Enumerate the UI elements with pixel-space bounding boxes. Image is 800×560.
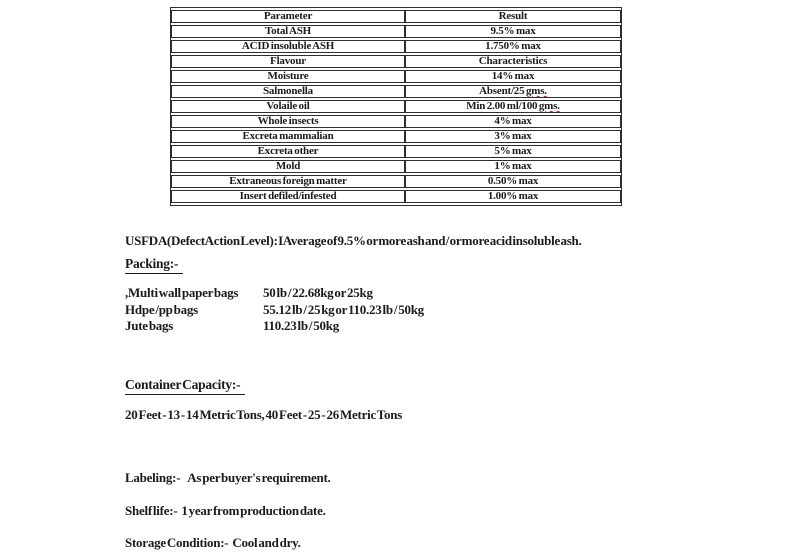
param-cell: ACID insoluble ASH — [171, 40, 405, 53]
labeling-label: Labeling:- — [125, 470, 181, 485]
result-cell — [405, 85, 621, 98]
result-cell: 9.5% max — [405, 25, 621, 38]
table-row — [171, 115, 621, 128]
container-capacity-heading — [125, 377, 245, 395]
packing-label-text: Multi wall paper bags — [128, 285, 239, 300]
result-cell: Characteristics — [405, 55, 621, 68]
labeling-line — [125, 470, 331, 486]
packing-item-label: Hdpe /pp bags — [125, 301, 198, 317]
table-row — [171, 190, 621, 203]
result-cell: 1.00% max — [405, 190, 621, 203]
param-cell: Whole insects — [171, 115, 405, 128]
result-text: Min 2.00 ml/100 — [466, 100, 539, 112]
param-cell: Mold — [171, 160, 405, 173]
packing-list — [125, 285, 424, 335]
table-header-row — [171, 10, 621, 23]
table-row — [171, 130, 621, 143]
shelf-life-value: 1 year from production date. — [181, 503, 326, 518]
column-header-parameter: Parameter — [171, 10, 405, 23]
table-row — [171, 25, 621, 38]
column-header-result: Result — [405, 10, 621, 23]
table-row — [171, 160, 621, 173]
param-cell: Salmonella — [171, 85, 405, 98]
packing-item-label: Jute bags — [125, 318, 174, 333]
param-cell: Total ASH — [171, 25, 405, 38]
param-cell: Volaile oil — [171, 100, 405, 113]
packing-item — [125, 302, 424, 319]
result-cell: 4% max — [405, 115, 621, 128]
table-row — [171, 85, 621, 98]
param-cell: Flavour — [171, 55, 405, 68]
param-cell: Insert defiled/infested — [171, 190, 405, 203]
spec-table — [170, 7, 622, 206]
param-cell: Extraneous foreign matter — [171, 175, 405, 188]
container-capacity-detail: 20 Feet - 13 - 14 Metric Tons, 40 Feet - 25 - 26 Metric Tons — [125, 407, 403, 422]
result-cell: 1% max — [405, 160, 621, 173]
packing-heading-text: Packing:- — [125, 256, 183, 274]
packing-item — [125, 318, 424, 335]
stray-mark: , — [125, 285, 128, 300]
result-text-misspelled: gms. — [525, 85, 547, 97]
table-row — [171, 100, 621, 113]
result-cell — [405, 100, 621, 113]
result-cell: 5% max — [405, 145, 621, 158]
table-row — [171, 70, 621, 83]
result-text-misspelled: gms. — [538, 100, 560, 112]
packing-heading — [125, 256, 183, 274]
table-row — [171, 175, 621, 188]
param-cell: Excreta other — [171, 145, 405, 158]
container-capacity-heading-text: Container Capacity:- — [125, 377, 245, 395]
shelf-life-label: Shelf life:- — [125, 503, 178, 518]
packing-item-value: 50 lb / 22.68kg or 25kg — [263, 285, 373, 300]
param-cell: Excreta mammalian — [171, 130, 405, 143]
result-text: Absent/25 — [479, 85, 526, 97]
packing-item — [125, 285, 424, 302]
labeling-value: As per buyer's requirement. — [187, 470, 331, 485]
table-row — [171, 55, 621, 68]
param-cell: Moisture — [171, 70, 405, 83]
storage-condition-line — [125, 535, 301, 551]
result-cell: 3% max — [405, 130, 621, 143]
usfda-note: USFDA (Defect Action Level): I Average of 9.5% or more ash and / or more acid insoluble ash. — [125, 233, 582, 248]
storage-condition-label: Storage Condition:- — [125, 535, 229, 550]
result-cell: 14% max — [405, 70, 621, 83]
result-cell: 0.50% max — [405, 175, 621, 188]
shelf-life-line — [125, 503, 326, 519]
packing-item-value: 110.23 lb / 50kg — [263, 318, 339, 333]
packing-item-value: 55.12 lb / 25 kg or 110.23 lb / 50kg — [263, 301, 424, 317]
packing-item-label — [125, 285, 263, 302]
storage-condition-value: Cool and dry. — [232, 535, 301, 550]
result-cell: 1.750% max — [405, 40, 621, 53]
table-row — [171, 40, 621, 53]
table-row — [171, 145, 621, 158]
